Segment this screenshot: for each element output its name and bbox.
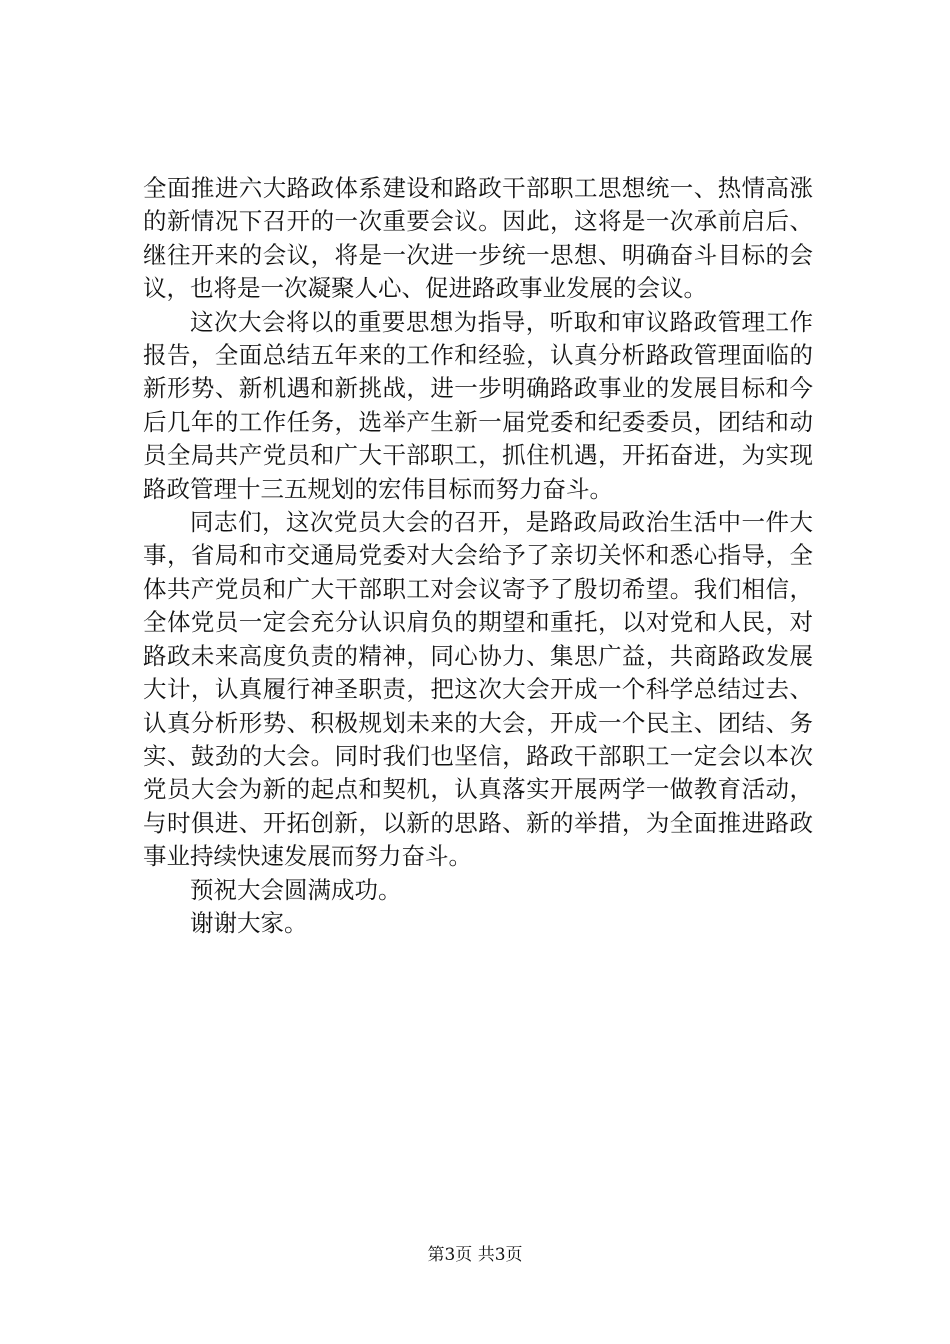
paragraph-continuation: 全面推进六大路政体系建设和路政干部职工思想统一、热情高涨的新情况下召开的一次重要会议。因此，这将是一次承前启后、继往开来的会议，将是一次进一步统一思想、明确奋斗目标的会议，也将是一次凝聚人心、促进路政事业发展的会议。 (143, 174, 813, 303)
paragraph-wish-success: 预祝大会圆满成功。 (190, 875, 402, 904)
document-body (143, 172, 813, 940)
paragraph-thanks: 谢谢大家。 (190, 908, 308, 937)
page-footer: 第3页 共3页 (427, 1245, 523, 1265)
paragraph-comrades: 同志们，这次党员大会的召开，是路政局政治生活中一件大事，省局和市交通局党委对大会给予了亲切关怀和悉心指导，全体共产党员和广大干部职工对会议寄予了殷切希望。我们相信，全体党员一定会充分认识肩负的期望和重托，以对党和人民，对路政未来高度负责的精神，同心协力、集思广益，共商路政发展大计，认真履行神圣职责，把这次大会开成一个科学总结过去、认真分析形势、积极规划未来的大会，开成一个民主、团结、务实、鼓劲的大会。同时我们也坚信，路政干部职工一定会以本次党员大会为新的起点和契机，认真落实开展两学一做教育活动，与时俱进、开拓创新，以新的思路、新的举措，为全面推进路政事业持续快速发展而努力奋斗。 (143, 508, 813, 871)
paragraph-meeting-agenda: 这次大会将以的重要思想为指导，听取和审议路政管理工作报告，全面总结五年来的工作和经验，认真分析路政管理面临的新形势、新机遇和新挑战，进一步明确路政事业的发展目标和今后几年的工作任务，选举产生新一届党委和纪委委员，团结和动员全局共产党员和广大干部职工，抓住机遇，开拓奋进，为实现路政管理十三五规划的宏伟目标而努力奋斗。 (143, 307, 813, 503)
